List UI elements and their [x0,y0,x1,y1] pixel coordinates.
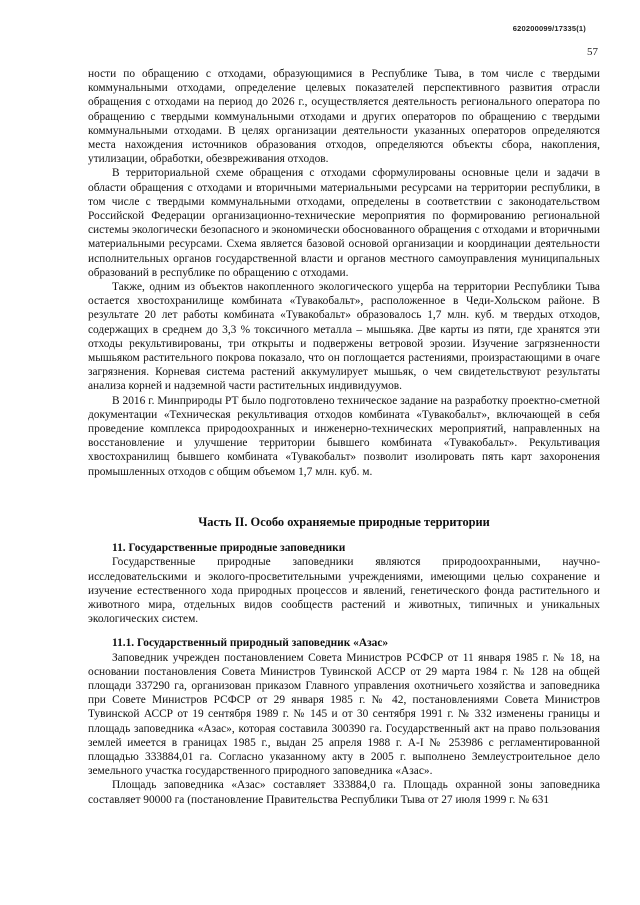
document-id: 620200099/17335(1) [512,24,586,33]
page-number: 57 [587,46,598,58]
section-title-azas: 11.1. Государственный природный заповедник «Азас» [112,637,389,650]
part-title: Часть II. Особо охраняемые природные территории [198,514,490,529]
paragraph-territorial-scheme: В территориальной схеме обращения с отходами сформулированы основные цели и задачи в области обращения с отходами и вторичными материальными ресурсами на территории республики, в том числе с твердыми коммунальными отходами, определены в соответствии с законодательством Российской Федерации организационно-технические мероприятия по формированию региональной системы экологически безопасного и экономически обоснованного обращения с отходами и вторичными материальными ресурсами. Схема является базовой основой организации и координации деятельности исполнительных органов государственной власти и органов местного самоуправления муниципальных образований в республике по обращению с отходами. [88,167,600,279]
section-title-reserves: 11. Государственные природные заповедники [112,542,346,555]
document-body [88,67,600,807]
paragraph-azas-area: Площадь заповедника «Азас» составляет 333884,0 га. Площадь охранной зоны заповедника составляет 90000 га (постановление Правительства Республики Тыва от 27 июля 1999 г. № 631 [88,779,600,806]
paragraph-waste-operators: ности по обращению с отходами, образующимися в Республике Тыва, в том числе с твердыми коммунальными отходами, определение целевых показателей перспективного развития отрасли обращения с отходами на период до 2026 г., осуществляется деятельность регионального оператора по обращению с твердыми коммунальными отходами и других операторов по обращению с твердыми коммунальными отходами. В целях организации деятельности указанных операторов определяются места нахождения источников образования отходов, определяются объекты сбора, накопления, утилизации, обработки, обезвреживания отходов. [88,68,600,166]
paragraph-azas-establishment: Заповедник учрежден постановлением Совета Министров РСФСР от 11 января 1985 г. № 18, на основании постановления Совета Министров Тувинской АССР от 29 марта 1984 г. № 128 на общей площади 337290 га, организован приказом Главного управления охотничьего хозяйства и заповедника при Совете Министров РСФСР от 29 января 1985 г. № 42, постановлениями Совета Министров Тувинской АССР от 19 сентября 1989 г. № 145 и от 30 сентября 1991 г. № 332 изменены границы и площадь заповедника «Азас», которая составила 300390 га. Государственный акт на право пользования землей имеется в границах 1985 г., выдан 25 апреля 1988 г. А-I № 253986 с регламентированной площадью 333884,01 га. Согласно указанному акту в 2005 г. выполнено Землеустроительное дело земельного участка государственного природного заповедника «Азас». [88,651,600,778]
paragraph-reserves-definition: Государственные природные заповедники являются природоохранными, научно-исследовательскими и эколого-просветительными учреждениями, имеющими целью сохранение и изучение естественного хода природных процессов и явлений, генетического фонда растительного и животного мира, отдельных видов сообществ растений и животных, типичных и уникальных экологических систем. [88,556,600,626]
paragraph-recultivation-2016: В 2016 г. Минприроды РТ было подготовлено техническое задание на разработку проектно-сметной документации «Техническая рекультивация отходов комбината «Тувакобальт», включающей в себя проведение комплекса природоохранных и инженерно-технических мероприятий, направленных на восстановление и улучшение территории бывшего комбината «Тувакобальт». Рекультивация хвостохранилищ бывшего комбината «Тувакобальт» позволит изолировать пять карт захоронения промышленных отходов с общим объемом 1,7 млн. куб. м. [88,394,600,478]
paragraph-tuvakobalt-tailings: Также, одним из объектов накопленного экологического ущерба на территории Республики Тыва остается хвостохранилище комбината «Тувакобальт», расположенное в Чеди-Хольском районе. В результате 20 лет работы комбината «Тувакобальт» образовалось 1,7 млн. куб. м твердых отходов, содержащих в среднем до 3,3 % токсичного металла – мышьяка. Две карты из пяти, где хранятся эти отходы рекультивированы, три открыты и подвержены ветровой эрозии. Изучение загрязненности мышьяком растительного покрова показало, что он поглощается растениями, произрастающими в очаге загрязнения. Корневая система растений аккумулирует мышьяк, о чем свидетельствуют результаты анализа корней и надземной части растительных индивидуумов. [88,281,600,393]
